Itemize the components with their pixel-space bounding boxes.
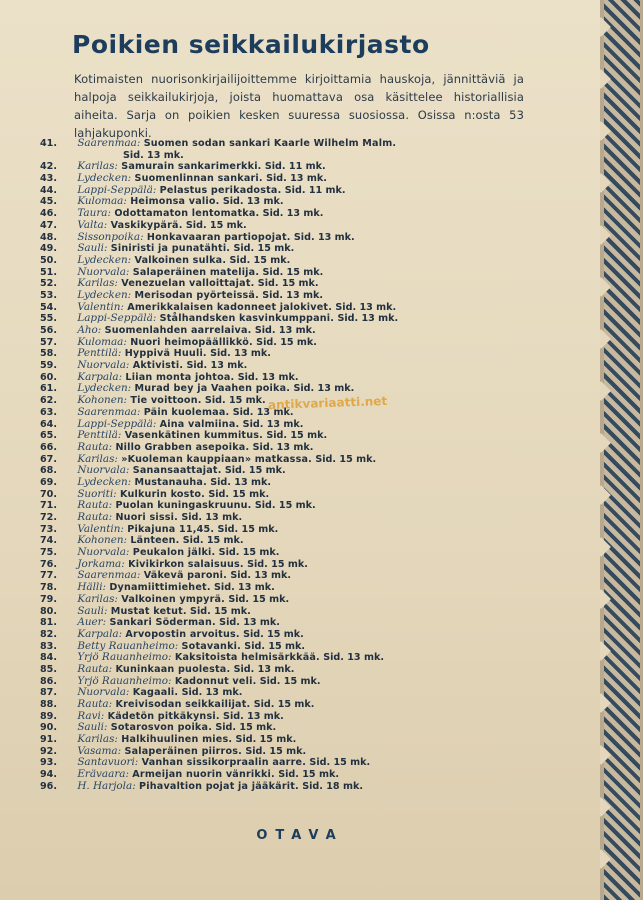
book-author: Sissonpoika: [77, 230, 144, 243]
book-author: Karilas: [77, 277, 118, 290]
book-number: 64. [40, 418, 57, 430]
book-title: Honkavaaran partiopojat. [146, 231, 291, 243]
book-title: Pihavaltion pojat ja jääkärit. [139, 780, 299, 792]
book-title: Aina valmiina. [159, 418, 240, 430]
book-number: 55. [40, 313, 57, 325]
book-price: Sid. 15 mk. [208, 488, 270, 500]
book-number: 71. [40, 500, 57, 512]
book-title: Amerikkalaisen kadonneet jalokivet. [127, 301, 333, 313]
book-author: Rauta: [77, 698, 113, 710]
book-title: Peukalon jälki. [132, 547, 216, 559]
book-title: Armeijan nuorin vänrikki. [132, 769, 275, 781]
book-title: Heimonsa valio. [130, 196, 220, 208]
book-author: Hälli: [77, 581, 107, 594]
book-price: Sid. 13 mk. [123, 149, 184, 161]
book-author: Valentin: [77, 522, 124, 535]
book-author: Lydecken: [77, 172, 132, 185]
book-number: 72. [40, 512, 57, 523]
book-number: 82. [40, 628, 57, 640]
book-price: Sid. 13 mk. [254, 325, 316, 336]
book-number: 70. [40, 488, 57, 500]
book-entry [40, 711, 530, 723]
book-price: Sid. 15 mk. [190, 605, 251, 617]
book-price: Sid. 11 mk. [264, 161, 326, 173]
book-number: 48. [40, 231, 57, 243]
book-title: Salaperäinen matelija. [132, 266, 260, 278]
book-number: 49. [40, 243, 57, 255]
book-title: Kädetön pitkäkynsi. [107, 710, 220, 722]
book-title: Kuninkaan puolesta. [115, 663, 231, 675]
book-author: Rauta: [77, 662, 113, 675]
book-number: 50. [40, 254, 57, 266]
book-number: 58. [40, 348, 57, 360]
series-description: Kotimaisten nuorisonkirjailijoittemme kirjoittamia hauskoja, jännittäviä ja halpoja seikkailukirjoja, joista huomattava osa käsittelee historiallisia aiheita. Sarja on poikien kesken suuressa suosiossa. Osissa n:osta 53 lahjakuponki. [74, 72, 524, 140]
book-title: Päin kuolemaa. [143, 406, 230, 418]
book-price: Sid. 13 mk. [242, 418, 304, 430]
decorative-border-pattern [604, 0, 640, 900]
book-author: Valta: [77, 218, 108, 231]
book-author: Lydecken: [77, 382, 132, 395]
book-price: Sid. 15 mk. [185, 219, 247, 231]
book-number: 80. [40, 605, 57, 617]
book-title: Väkevä paroni. [143, 570, 227, 582]
book-price: Sid. 15 mk. [245, 745, 307, 757]
book-price: Sid. 13 mk. [219, 617, 280, 629]
book-number: 54. [40, 301, 57, 313]
book-price: Sid. 15 mk. [257, 278, 319, 290]
book-author: Sauli: [77, 604, 108, 617]
book-price: Sid. 15 mk. [218, 547, 280, 559]
book-title: Samurain sankarimerkki. [121, 161, 262, 173]
book-price: Sid. 15 mk. [243, 628, 304, 640]
book-author: Lappi-Seppälä: [77, 312, 157, 325]
book-title: Kivikirkon salaisuus. [128, 558, 244, 570]
book-author: Sauli: [77, 721, 108, 734]
book-number: 67. [40, 453, 57, 465]
book-title: Suomenlinnan sankari. [134, 173, 263, 185]
book-number: 52. [40, 278, 57, 290]
book-title: Merisodan pyörteissä. [134, 289, 259, 301]
book-title: Vaskikypärä. [110, 219, 183, 231]
book-title: Valkoinen ympyrä. [121, 593, 226, 605]
book-author: Erävaara: [77, 768, 129, 781]
book-title: Sanansaattajat. [132, 465, 222, 477]
book-author: Lydecken: [77, 475, 132, 488]
book-author: Taura: [77, 207, 111, 220]
book-price: Sid. 15 mk. [309, 757, 371, 769]
book-price: Sid. 15 mk. [229, 254, 291, 266]
book-author: Vasama: [77, 744, 122, 757]
book-title: Kreivisodan seikkailijat. [115, 699, 251, 710]
book-number: 85. [40, 663, 57, 675]
book-author: Karilas: [77, 592, 118, 605]
book-price: Sid. 13 mk. [293, 231, 355, 243]
book-author: Santavuori: [77, 756, 139, 769]
book-title: Mustat ketut. [110, 605, 187, 617]
book-title: Sotarosvon poika. [110, 722, 213, 734]
book-author: Saarenmaa: [77, 137, 141, 149]
book-price: Sid. 15 mk. [247, 558, 308, 570]
book-price: Sid. 13 mk. [262, 289, 324, 301]
book-entry [40, 138, 530, 150]
book-title: Halkihuulinen mies. [121, 734, 233, 746]
book-price: Sid. 13 mk. [252, 441, 314, 453]
book-number: 81. [40, 617, 57, 629]
book-price: Sid. 13 mk. [237, 371, 299, 383]
book-title: Liian monta johtoa. [125, 371, 235, 383]
book-title: Nuori heimopäällikkö. [130, 336, 253, 348]
book-number: 43. [40, 173, 57, 185]
book-price: Sid. 15 mk. [182, 535, 244, 547]
book-title: Odottamaton lentomatka. [114, 208, 260, 220]
book-author: Lappi-Seppälä: [77, 183, 157, 196]
book-number: 94. [40, 769, 57, 781]
book-price: Sid. 15 mk. [254, 500, 316, 512]
book-number: 88. [40, 699, 57, 710]
book-price: Sid. 15 mk. [228, 593, 290, 605]
book-price: Sid. 15 mk. [253, 699, 315, 710]
book-number: 69. [40, 476, 57, 488]
book-author: Yrjö Rauanheimo: [77, 674, 172, 687]
book-price: Sid. 13 mk. [262, 208, 324, 220]
book-author: Nuorvala: [77, 265, 130, 278]
book-price: Sid. 13 mk. [335, 301, 397, 313]
book-number: 61. [40, 383, 57, 395]
book-author: Lappi-Seppälä: [77, 417, 157, 430]
book-title: Nillo Grabben asepoika. [115, 441, 250, 453]
book-author: Yrjö Rauanheimo: [77, 651, 172, 664]
book-title: Länteen. [130, 535, 180, 547]
book-price: Sid. 13 mk. [232, 406, 294, 418]
book-number: 45. [40, 196, 57, 208]
book-title: Murad bey ja Vaahen poika. [134, 383, 291, 395]
book-number: 77. [40, 570, 57, 582]
book-number: 75. [40, 547, 57, 559]
book-author: Nuorvala: [77, 464, 130, 477]
book-price: Sid. 13 mk. [293, 383, 355, 395]
book-author: Rauta: [77, 499, 113, 512]
book-title: Nuori sissi. [115, 512, 179, 523]
publisher-name: OTAVA [256, 828, 344, 843]
book-author: Valentin: [77, 300, 124, 313]
book-author: Karilas: [77, 452, 118, 465]
book-author: Suoriti: [77, 487, 117, 500]
book-title: Kaksitoista helmisärkkää. [174, 652, 320, 664]
book-author: Karpala: [77, 370, 123, 383]
book-author: Penttilä: [77, 347, 122, 360]
book-number: 47. [40, 219, 57, 231]
book-author: Saarenmaa: [77, 405, 141, 418]
book-title: Puolan kuningaskruunu. [115, 500, 252, 512]
book-number: 73. [40, 523, 57, 535]
book-entry [40, 570, 530, 582]
book-number: 89. [40, 710, 57, 722]
book-number: 66. [40, 441, 57, 453]
book-price: Sid. 15 mk. [262, 266, 324, 278]
book-title: Hyppivä Huuli. [124, 348, 207, 360]
book-author: Rauta: [77, 440, 113, 453]
book-author: Nuorvala: [77, 686, 130, 699]
book-author: Kulomaa: [77, 195, 127, 208]
book-title: Dynamiittimiehet. [109, 582, 211, 594]
book-title: Aktivisti. [132, 360, 184, 372]
book-list [40, 138, 530, 793]
book-price: Sid. 13 mk. [210, 348, 271, 360]
book-price: Sid. 13 mk. [222, 196, 284, 208]
book-price: Sid. 15 mk. [266, 430, 328, 442]
book-author: Nuorvala: [77, 359, 130, 372]
series-title: Poikien seikkailukirjasto [72, 30, 430, 59]
book-title: Pikajuna 11,45. [127, 523, 215, 535]
book-number: 56. [40, 325, 57, 336]
book-title: Vasenkätinen kummitus. [124, 430, 264, 442]
book-number: 63. [40, 406, 57, 418]
book-title: Sotavanki. [181, 640, 241, 652]
book-title: »Kuoleman kauppiaan» matkassa. [121, 453, 313, 465]
book-number: 84. [40, 652, 57, 664]
book-price: Sid. 15 mk. [235, 734, 297, 746]
book-number: 59. [40, 360, 57, 372]
book-price: Sid. 15 mk. [259, 675, 321, 687]
book-author: Karilas: [77, 733, 118, 746]
book-author: Aho: [77, 324, 102, 336]
book-entry [40, 232, 530, 244]
book-number: 42. [40, 161, 57, 173]
spine-pattern [600, 0, 643, 900]
book-number: 83. [40, 640, 57, 652]
book-title: Kadonnut veli. [174, 675, 257, 687]
book-author: Penttilä: [77, 429, 122, 442]
book-author: Kohonen: [77, 534, 128, 547]
book-price: Sid. 15 mk. [233, 243, 295, 255]
book-price: Sid. 13 mk. [233, 663, 295, 675]
book-number: 57. [40, 336, 57, 348]
book-price: Sid. 13 mk. [214, 582, 275, 594]
book-number: 93. [40, 757, 57, 769]
book-number: 74. [40, 535, 57, 547]
watermark-text: antikvariaatti.net [267, 393, 388, 413]
book-number: 96. [40, 780, 57, 792]
book-price: Sid. 13 mk. [323, 652, 384, 664]
book-title: Suomen sodan sankari Kaarle Wilhelm Malm. [143, 138, 397, 149]
book-title: Suomenlahden aarrelaiva. [104, 325, 252, 336]
book-number: 86. [40, 675, 57, 687]
book-number: 53. [40, 289, 57, 301]
book-author: Nuorvala: [77, 546, 130, 559]
book-entry [40, 781, 530, 793]
book-price: Sid. 13 mk. [181, 687, 243, 699]
book-entry [40, 699, 530, 711]
book-price: Sid. 13 mk. [210, 476, 271, 488]
book-title: Siniristi ja punatähti. [110, 243, 231, 255]
book-price: Sid. 13 mk. [181, 512, 243, 523]
book-title: Kagaali. [132, 687, 179, 699]
book-title: Salaperäinen piirros. [124, 745, 243, 757]
book-author: Karilas: [77, 160, 118, 173]
book-title: Pelastus perikadosta. [159, 184, 282, 196]
book-number: 46. [40, 208, 57, 220]
book-price: Sid. 15 mk. [204, 395, 266, 407]
book-title: Tie voittoon. [130, 395, 202, 407]
book-author: Sauli: [77, 242, 108, 255]
book-author: Karpala: [77, 627, 123, 640]
book-number: 44. [40, 184, 57, 196]
book-number: 79. [40, 593, 57, 605]
book-author: Ravi: [77, 709, 105, 722]
book-author: H. Harjola: [77, 779, 136, 792]
book-price: Sid. 15 mk. [256, 336, 317, 348]
book-number: 78. [40, 582, 57, 594]
book-price: Sid. 13 mk. [230, 570, 292, 582]
book-title: Stålhandsken kasvinkumppani. [159, 313, 335, 325]
book-price: Sid. 11 mk. [284, 184, 346, 196]
book-title: Sankari Söderman. [109, 617, 216, 629]
book-price: Sid. 13 mk. [223, 710, 284, 722]
book-title: Arvopostin arvoitus. [125, 628, 240, 640]
book-title: Valkoinen sulka. [134, 254, 227, 266]
book-entry [40, 594, 530, 606]
book-number: 87. [40, 687, 57, 699]
book-number: 51. [40, 266, 57, 278]
book-author: Kohonen: [77, 394, 128, 407]
book-number: 68. [40, 465, 57, 477]
book-price: Sid. 15 mk. [278, 769, 339, 781]
book-price: Sid. 15 mk. [217, 523, 279, 535]
book-price: Sid. 13 mk. [337, 313, 399, 325]
book-price: Sid. 18 mk. [302, 780, 363, 792]
book-number: 90. [40, 722, 57, 734]
book-author: Betty Rauanheimo: [77, 639, 179, 652]
book-number: 62. [40, 395, 57, 407]
book-price: Sid. 15 mk. [215, 722, 277, 734]
book-price: Sid. 15 mk. [315, 453, 377, 465]
book-author: Jorkama: [77, 557, 125, 570]
book-number: 41. [40, 138, 57, 149]
book-number: 65. [40, 430, 57, 442]
book-price: Sid. 15 mk. [224, 465, 286, 477]
book-number: 60. [40, 371, 57, 383]
book-author: Rauta: [77, 511, 113, 523]
book-author: Lydecken: [77, 253, 132, 266]
book-number: 76. [40, 558, 57, 570]
book-entry [40, 208, 530, 220]
book-author: Auer: [77, 616, 107, 629]
book-author: Saarenmaa: [77, 569, 141, 582]
book-price: Sid. 13 mk. [266, 173, 327, 185]
book-author: Lydecken: [77, 288, 132, 301]
book-entry [40, 313, 530, 325]
book-title: Kulkurin kosto. [119, 488, 206, 500]
book-number: 91. [40, 734, 57, 746]
book-price: Sid. 15 mk. [244, 640, 306, 652]
book-title: Vanhan sissikorpraalin aarre. [141, 757, 307, 769]
book-author: Kulomaa: [77, 335, 127, 348]
book-entry [40, 606, 530, 618]
book-title: Mustanauha. [134, 476, 207, 488]
book-title: Venezuelan valloittajat. [121, 278, 255, 290]
book-number: 92. [40, 745, 57, 757]
book-price: Sid. 13 mk. [186, 360, 248, 372]
